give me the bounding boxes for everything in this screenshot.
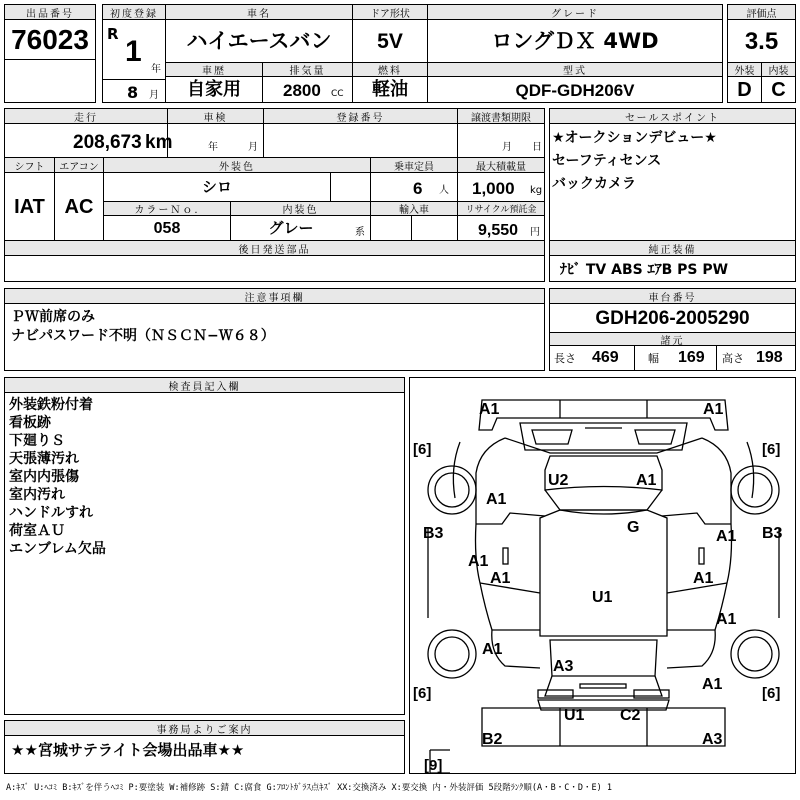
sales-point-item: ★オークションデビュー★ bbox=[552, 130, 717, 146]
shift: IAT bbox=[14, 196, 45, 218]
sales-point-item: バックカメラ bbox=[552, 176, 636, 192]
transfer-deadline-cell bbox=[457, 108, 545, 158]
damage-mark: B2 bbox=[482, 731, 503, 748]
first-registration-label: 初度登録 bbox=[103, 5, 165, 20]
sales-points-label: セールスポイント bbox=[550, 109, 795, 124]
capacity: 6 bbox=[413, 179, 423, 198]
damage-mark: A3 bbox=[702, 731, 723, 748]
lot-number-cell bbox=[4, 4, 96, 60]
capacity-cell bbox=[370, 157, 458, 202]
later-parts-label: 後日発送部品 bbox=[5, 241, 544, 256]
mileage: 208,673 bbox=[73, 132, 142, 153]
history-cell bbox=[165, 62, 263, 103]
month-unit: 月 bbox=[149, 90, 159, 101]
inspector-note: 外装鉄粉付着 bbox=[9, 397, 93, 413]
damage-diagram bbox=[409, 377, 796, 774]
caution-line: ナビパスワード不明（ＮＳＣＮ−Ｗ６８） bbox=[11, 328, 275, 344]
grade-cell bbox=[427, 4, 723, 63]
chassis-label: 車台番号 bbox=[550, 289, 795, 304]
exterior-grade: D bbox=[737, 79, 752, 101]
inspection-year-unit: 年 bbox=[208, 142, 218, 153]
max-load-label: 最大積載量 bbox=[458, 158, 544, 173]
damage-mark: A1 bbox=[468, 553, 489, 570]
displacement: 2800 bbox=[283, 81, 321, 100]
year-unit: 年 bbox=[151, 64, 161, 75]
legend: A:ｷｽﾞ U:ﾍｺﾐ B:ｷｽﾞを伴うﾍｺﾐ P:要塗装 W:補修跡 S:錆 C:腐食 G:ﾌﾛﾝﾄｶﾞﾗｽ点ｷｽﾞ XX:交換済み X:要交換 内・外装評価 5段階ﾗﾝｸ順(A・B・C・D・E) 1 bbox=[6, 783, 612, 793]
inspector-notes-cell bbox=[4, 377, 405, 715]
transfer-month-unit: 月 bbox=[502, 142, 512, 153]
km-unit: km bbox=[145, 132, 173, 153]
aircon-cell bbox=[54, 157, 104, 241]
displacement-cell bbox=[262, 62, 353, 103]
registration-month: 8 bbox=[127, 83, 139, 102]
import-label: 輸入車 bbox=[371, 202, 457, 216]
inspection-label: 車検 bbox=[168, 109, 263, 124]
fuel-cell bbox=[352, 62, 428, 103]
registration-year: 1 bbox=[125, 35, 142, 68]
recycle: 9,550 bbox=[478, 222, 519, 239]
aircon: AC bbox=[64, 196, 94, 218]
transfer-day-unit: 日 bbox=[532, 142, 542, 153]
mileage-label: 走行 bbox=[5, 109, 167, 124]
inspector-note: ハンドルすれ bbox=[9, 505, 93, 521]
tire-spare: [9] bbox=[424, 757, 443, 774]
damage-mark: U1 bbox=[592, 589, 613, 606]
max-load-cell bbox=[457, 157, 545, 202]
damage-mark: A1 bbox=[716, 611, 737, 628]
lot-number: 76023 bbox=[11, 24, 89, 55]
recycle-cell bbox=[457, 201, 545, 241]
capacity-label: 乗車定員 bbox=[371, 158, 457, 173]
damage-mark: A1 bbox=[693, 570, 714, 587]
damage-mark: B3 bbox=[762, 525, 783, 542]
dimensions-label: 諸元 bbox=[550, 332, 795, 346]
damage-mark: A1 bbox=[486, 491, 507, 508]
exterior-grade-cell bbox=[727, 62, 762, 103]
interior-color-cell bbox=[230, 201, 371, 241]
fuel-label: 燃料 bbox=[353, 63, 427, 77]
equipment-cell bbox=[549, 240, 796, 282]
car-name-cell bbox=[165, 4, 353, 63]
sales-points-cell bbox=[549, 108, 796, 241]
color-number-cell bbox=[103, 201, 231, 241]
registration-number-label: 登録番号 bbox=[264, 109, 457, 124]
tire-rear-left: [6] bbox=[413, 685, 432, 702]
cc-unit: CC bbox=[331, 89, 344, 99]
height-label: 高さ bbox=[722, 352, 744, 365]
chassis-cell bbox=[549, 288, 796, 371]
car-name-label: 車名 bbox=[166, 5, 352, 20]
mileage-cell bbox=[4, 108, 173, 158]
inspection-month-unit: 月 bbox=[248, 142, 258, 153]
exterior-color: シロ bbox=[201, 178, 232, 196]
capacity-unit: 人 bbox=[439, 185, 449, 196]
width-label: 幅 bbox=[648, 352, 659, 365]
door-cell bbox=[352, 4, 428, 63]
inspector-note: 天張薄汚れ bbox=[9, 451, 79, 467]
interior-grade: C bbox=[771, 79, 786, 101]
transfer-deadline-label: 譲渡書類期限 bbox=[458, 109, 544, 124]
damage-mark: A1 bbox=[490, 570, 511, 587]
inspection-cell bbox=[167, 108, 264, 158]
damage-mark: C2 bbox=[620, 707, 641, 724]
color-number-label: カラーＮｏ. bbox=[104, 202, 230, 216]
recycle-label: リサイクル預託金 bbox=[458, 202, 544, 216]
grade-label: グレード bbox=[428, 5, 722, 20]
sales-point-item: セーフティセンス bbox=[552, 153, 662, 169]
lot-number-label: 出品番号 bbox=[5, 5, 95, 20]
model-label: 型式 bbox=[428, 63, 722, 77]
interior-color-suffix: 系 bbox=[355, 227, 365, 238]
door-type: 5V bbox=[377, 30, 403, 53]
equipment: ﾅﾋﾞ TV ABS ｴｱB PS PW bbox=[560, 262, 729, 278]
caution-cell bbox=[4, 288, 545, 371]
shift-cell bbox=[4, 157, 55, 241]
max-load-unit: kg bbox=[530, 185, 543, 196]
damage-mark: A3 bbox=[553, 658, 574, 675]
exterior-color-label: 外装色 bbox=[104, 158, 370, 173]
van-outline-drawing bbox=[410, 378, 796, 774]
damage-mark: U2 bbox=[548, 472, 569, 489]
grade: ロングＤＸ 4WD bbox=[491, 29, 659, 53]
max-load: 1,000 bbox=[472, 179, 515, 198]
exterior-color-cell bbox=[103, 157, 371, 202]
office-notice-label: 事務局よりご案内 bbox=[5, 721, 404, 736]
inspector-note: 看板跡 bbox=[9, 415, 51, 431]
damage-mark: G bbox=[627, 519, 640, 536]
color-number: 058 bbox=[153, 219, 181, 237]
history: 自家用 bbox=[187, 79, 241, 100]
caution-line: ＰＷ前席のみ bbox=[11, 309, 95, 325]
history-label: 車歴 bbox=[166, 63, 262, 77]
tire-front-left: [6] bbox=[413, 441, 432, 458]
length-label: 長さ bbox=[554, 352, 576, 365]
score-label: 評価点 bbox=[728, 5, 795, 20]
height: 198 bbox=[756, 349, 783, 366]
inspector-note: 室内汚れ bbox=[9, 487, 65, 503]
damage-mark: B3 bbox=[423, 525, 444, 542]
interior-color-label: 内装色 bbox=[231, 202, 370, 216]
caution-label: 注意事項欄 bbox=[5, 289, 544, 304]
office-notice: ★★宮城サテライト会場出品車★★ bbox=[11, 741, 245, 759]
registration-number-cell bbox=[263, 108, 458, 158]
model-cell bbox=[427, 62, 723, 103]
recycle-unit: 円 bbox=[530, 227, 540, 238]
score-cell bbox=[727, 4, 796, 63]
era-letter: R bbox=[107, 25, 119, 43]
import-cell bbox=[370, 201, 458, 241]
chassis-number: GDH206-2005290 bbox=[595, 307, 750, 329]
score: 3.5 bbox=[744, 27, 779, 55]
exterior-grade-label: 外装 bbox=[728, 63, 761, 77]
door-label: ドア形状 bbox=[353, 5, 427, 20]
inspector-note: 室内内張傷 bbox=[9, 469, 79, 485]
inspector-note: 荷室ＡＵ bbox=[9, 523, 65, 539]
displacement-label: 排気量 bbox=[263, 63, 352, 77]
inspector-note: 下廻りＳ bbox=[9, 433, 65, 449]
tire-front-right: [6] bbox=[762, 441, 781, 458]
tire-rear-right: [6] bbox=[762, 685, 781, 702]
inspector-notes-label: 検査員記入欄 bbox=[5, 378, 404, 393]
inspector-note: エンブレム欠品 bbox=[9, 541, 106, 557]
interior-grade-label: 内装 bbox=[762, 63, 795, 77]
damage-mark: A1 bbox=[703, 401, 724, 418]
damage-mark: U1 bbox=[564, 707, 585, 724]
aircon-label: エアコン bbox=[55, 158, 103, 173]
damage-mark: A1 bbox=[479, 401, 500, 418]
later-parts-cell bbox=[4, 240, 545, 282]
lot-number-blank bbox=[4, 59, 96, 103]
length: 469 bbox=[592, 349, 619, 366]
width: 169 bbox=[678, 349, 705, 366]
interior-color: グレー bbox=[268, 219, 314, 237]
office-notice-cell bbox=[4, 720, 405, 774]
damage-mark: A1 bbox=[636, 472, 657, 489]
model: QDF-GDH206V bbox=[515, 80, 635, 100]
fuel: 軽油 bbox=[372, 79, 408, 100]
shift-label: シフト bbox=[5, 158, 54, 173]
damage-mark: A1 bbox=[482, 641, 503, 658]
equipment-label: 純正装備 bbox=[550, 241, 795, 256]
damage-mark: A1 bbox=[702, 676, 723, 693]
damage-mark: A1 bbox=[716, 528, 737, 545]
car-name: ハイエースバン bbox=[186, 29, 332, 53]
first-registration-cell bbox=[102, 4, 166, 103]
interior-grade-cell bbox=[761, 62, 796, 103]
